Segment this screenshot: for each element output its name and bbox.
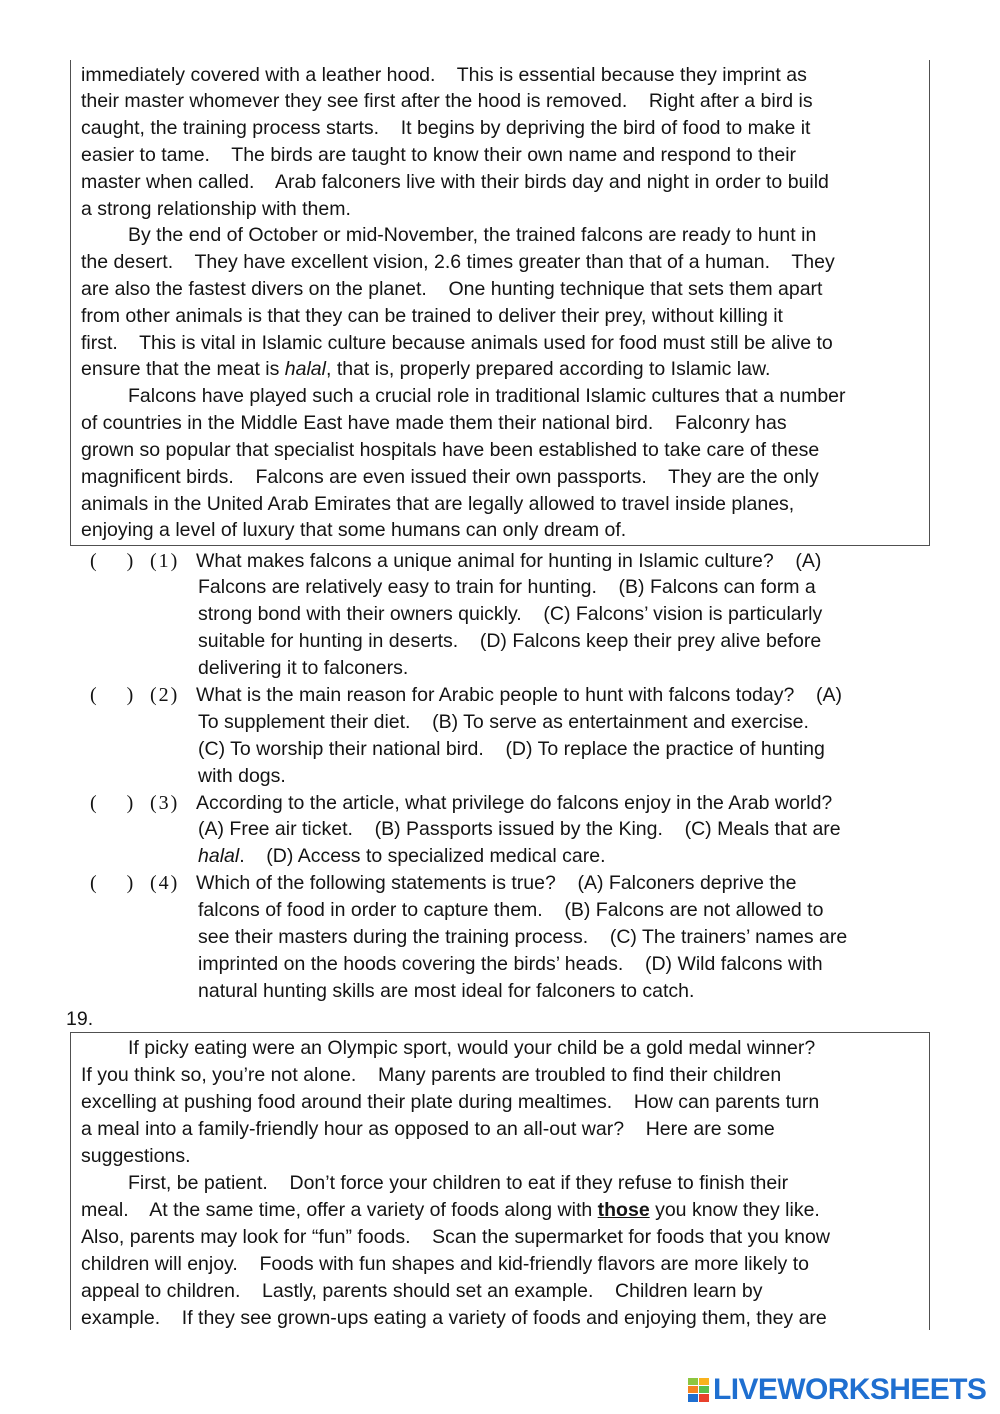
passage-line: their master whomever they see first after the hood is removed. Right after a bird is bbox=[81, 90, 813, 113]
option-line: Falcons are relatively easy to train for hunting. (B) Falcons can form a bbox=[198, 576, 816, 599]
passage-text: , that is, properly prepared according to Islamic law. bbox=[325, 358, 771, 381]
passage-line: first. This is vital in Islamic culture because animals used for food must still be alive to bbox=[81, 331, 833, 354]
section-number: 19. bbox=[66, 1007, 94, 1030]
option-line: natural hunting skills are most ideal for falconers to catch. bbox=[198, 979, 695, 1002]
option-text: . (D) Access to specialized medical care. bbox=[239, 845, 606, 868]
halal-term: halal bbox=[198, 845, 240, 868]
passage-text: ensure that the meat is bbox=[81, 358, 285, 381]
paragraph-start-line: First, be patient. Don’t force your children to eat if they refuse to finish their bbox=[128, 1171, 789, 1194]
passage-line: immediately covered with a leather hood. This is essential because they imprint as bbox=[81, 63, 807, 86]
question-number: (2) bbox=[150, 683, 180, 706]
answer-blank[interactable]: ( ) bbox=[90, 791, 134, 814]
passage-line: Also, parents may look for “fun” foods. Scan the supermarket for foods that you know bbox=[81, 1225, 830, 1248]
logo-text: LIVEWORKSHEETS bbox=[713, 1373, 987, 1406]
question-stem: What makes falcons a unique animal for hunting in Islamic culture? (A) bbox=[196, 549, 822, 572]
question-4 bbox=[90, 870, 930, 1004]
option-line: imprinted on the hoods covering the birds’ heads. (D) Wild falcons with bbox=[198, 952, 823, 975]
option-line: To supplement their diet. (B) To serve as entertainment and exercise. bbox=[198, 710, 809, 733]
passage-text: meal. At the same time, offer a variety of foods along with bbox=[81, 1198, 598, 1221]
option-line: see their masters during the training process. (C) The trainers’ names are bbox=[198, 925, 848, 948]
option-line: delivering it to falconers. bbox=[198, 657, 409, 680]
passage-line: excelling at pushing food around their plate during mealtimes. How can parents turn bbox=[81, 1090, 820, 1113]
option-line: (C) To worship their national bird. (D) To replace the practice of hunting bbox=[198, 737, 825, 760]
passage-line: animals in the United Arab Emirates that are legally allowed to travel inside planes, bbox=[81, 492, 795, 515]
question-number: (3) bbox=[150, 791, 180, 814]
passage-line: of countries in the Middle East have made them their national bird. Falconry has bbox=[81, 412, 787, 435]
question-stem-row bbox=[90, 548, 930, 575]
question-number: (4) bbox=[150, 872, 180, 895]
question-stem-row bbox=[90, 870, 930, 897]
passage-line: If you think so, you’re not alone. Many parents are troubled to find their children bbox=[81, 1063, 782, 1086]
passage-line: enjoying a level of luxury that some humans can only dream of. bbox=[81, 519, 627, 542]
passage-line: the desert. They have excellent vision, 2.6 times greater than that of a human. They bbox=[81, 251, 835, 274]
question-3 bbox=[90, 790, 930, 871]
question-stem: What is the main reason for Arabic people to hunt with falcons today? (A) bbox=[196, 683, 843, 706]
passage-line: grown so popular that specialist hospitals have been established to take care of these bbox=[81, 438, 820, 461]
reading-passage-19 bbox=[70, 1032, 930, 1330]
question-number: (1) bbox=[150, 549, 180, 572]
option-line: with dogs. bbox=[198, 764, 286, 787]
question-1 bbox=[90, 548, 930, 682]
liveworksheets-logo-icon bbox=[688, 1378, 710, 1402]
passage-line: appeal to children. Lastly, parents should set an example. Children learn by bbox=[81, 1279, 763, 1302]
passage-line: easier to tame. The birds are taught to know their own name and respond to their bbox=[81, 143, 797, 166]
underlined-word-those: those bbox=[597, 1198, 650, 1221]
question-stem: Which of the following statements is true? (A) Falconers deprive the bbox=[196, 872, 797, 895]
option-line: (A) Free air ticket. (B) Passports issued by the King. (C) Meals that are bbox=[198, 818, 841, 841]
passage-line: a meal into a family-friendly hour as opposed to an all-out war? Here are some bbox=[81, 1117, 775, 1140]
answer-blank[interactable]: ( ) bbox=[90, 872, 134, 895]
option-line: strong bond with their owners quickly. (C) Falcons’ vision is particularly bbox=[198, 603, 823, 626]
option-line: suitable for hunting in deserts. (D) Falcons keep their prey alive before bbox=[198, 630, 822, 653]
passage-line: example. If they see grown-ups eating a variety of foods and enjoying them, they are bbox=[81, 1306, 827, 1329]
liveworksheets-logo bbox=[688, 1371, 986, 1409]
paragraph-start-line: Falcons have played such a crucial role in traditional Islamic cultures that a number bbox=[128, 385, 846, 408]
question-2 bbox=[90, 682, 930, 790]
questions-list bbox=[90, 548, 930, 1005]
passage-line: a strong relationship with them. bbox=[81, 197, 351, 220]
halal-term: halal bbox=[284, 358, 326, 381]
question-stem: According to the article, what privilege do falcons enjoy in the Arab world? bbox=[196, 791, 833, 814]
option-line: falcons of food in order to capture them. (B) Falcons are not allowed to bbox=[198, 899, 824, 922]
passage-line: are also the fastest divers on the planet. One hunting technique that sets them apart bbox=[81, 278, 823, 300]
question-stem-row bbox=[90, 682, 930, 709]
passage-text: you know they like. bbox=[649, 1198, 820, 1221]
answer-blank[interactable]: ( ) bbox=[90, 549, 134, 572]
paragraph-start-line: If picky eating were an Olympic sport, would your child be a gold medal winner? bbox=[128, 1036, 816, 1059]
paragraph-start-line: By the end of October or mid-November, the trained falcons are ready to hunt in bbox=[128, 224, 817, 247]
passage-line bbox=[81, 356, 923, 383]
option-line bbox=[198, 843, 925, 870]
passage-line: from other animals is that they can be trained to deliver their prey, without killing it bbox=[81, 304, 783, 327]
passage-line: master when called. Arab falconers live with their birds day and night in order to build bbox=[81, 170, 829, 193]
passage-line: caught, the training process starts. It begins by depriving the bird of food to make it bbox=[81, 117, 811, 140]
passage-line: children will enjoy. Foods with fun shapes and kid-friendly flavors are more likely to bbox=[81, 1252, 809, 1275]
passage-line: magnificent birds. Falcons are even issued their own passports. They are the only bbox=[81, 465, 819, 488]
passage-line bbox=[81, 1197, 923, 1224]
answer-blank[interactable]: ( ) bbox=[90, 683, 134, 706]
reading-passage-18 bbox=[70, 60, 930, 546]
passage-line: suggestions. bbox=[81, 1144, 191, 1167]
question-stem-row bbox=[90, 790, 930, 817]
